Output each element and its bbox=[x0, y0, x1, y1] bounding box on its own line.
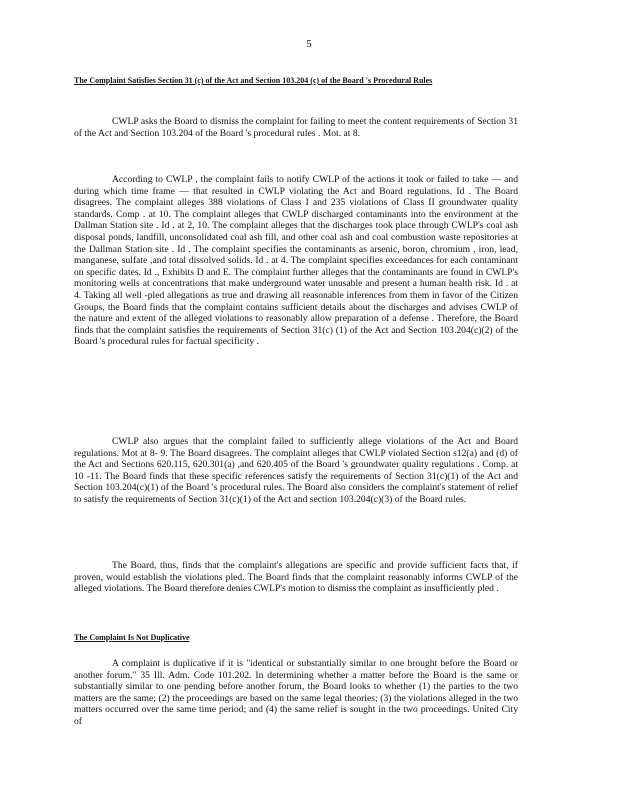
paragraph-factual-specificity: According to CWLP , the complaint fails to notify CWLP of the actions it took or failed to take — and during which time frame — that resulted in CWLP violating the Act and Board regulations. Id . The Board disagrees. The complaint alleges 388 violations of Class I and 235 violations of Class II groundwater quality standards. Comp . at 10. The complaint alleges that CWLP discharged contaminants into the environment at the Dallman Station site . Id . at 2, 10. The complaint alleges that the discharges took place through CWLP's coal ash disposal ponds, landfill, unconsolidated coal ash fill, and other coal ash and coal combustion waste repositories at the Dallman Station site . Id . The complaint specifies the contaminants as arsenic, boron, chromium , iron, lead, manganese, sulfate ,and total dissolved solids. Id . at 4. The complaint specifies exceedances for each contaminant on specific dates. Id ., Exhibits D and E. The complaint further alleges that the contaminants are found in CWLP's monitoring wells at concentrations that make underground water unusable and present a human health risk. Id . at 4. Taking all well -pled allegations as true and drawing all reasonable inferences from them in favor of the Citizen Groups, the Board finds that the complaint contains sufficient details about the discharges and advises CWLP of the nature and extent of the alleged violations to reasonably allow preparation of a defense . Therefore, the Board finds that the complaint satisfies the requirements of Section 31(c) (1) of the Act and Section 103.204(c)(2) of the Board 's procedural rules for factual specificity . bbox=[74, 174, 518, 348]
section-heading-not-duplicative: The Complaint Is Not Duplicative bbox=[74, 633, 190, 642]
paragraph-alleged-violations: CWLP also argues that the complaint failed to sufficiently allege violations of the Act and Board regulations. Mot at 8- 9. The Board disagrees. The complaint alleges that CWLP violated Section s12(a) and (d) of the Act and Sections 620.115, 620.301(a) ,and 620.405 of the Board 's groundwater quality regulations . Comp. at 10 -11. The Board finds that these specific references satisfy the requirements of Section 31(c)(1) of the Act and Section 103.204(c)(1) of the Board 's procedural rules. The Board also considers the complaint's statement of relief to satisfy the requirements of Section 31(c)(1) of the Act and section 103.204(c)(3) of the Board rules. bbox=[74, 436, 518, 505]
paragraph-conclusion: The Board, thus, finds that the complaint's allegations are specific and provide sufficient facts that, if proven, would establish the violations pled. The Board finds that the complaint reasonably informs CWLP of the alleged violations. The Board therefore denies CWLP's motion to dismiss the complaint as insufficiently pled . bbox=[74, 560, 518, 595]
paragraph-motion-summary: CWLP asks the Board to dismiss the complaint for failing to meet the content requirements of Section 31 of the Act and Section 103.204 of the Board 's procedural rules . Mot. at 8. bbox=[74, 116, 518, 139]
section-heading-satisfies: The Complaint Satisfies Section 31 (c) of the Act and Section 103.204 (c) of the Board 's Procedural Rules bbox=[74, 76, 433, 85]
paragraph-duplicative-standard: A complaint is duplicative if it is "identical or substantially similar to one brought before the Board or another forum." 35 Ill. Adm. Code 101.202. In determining whether a matter before the Board is the same or substantially similar to one pending before another forum, the Board looks to whether (1) the parties to the two matters are the same; (2) the proceedings are based on the same legal theories; (3) the violations alleged in the two matters occurred over the same time period; and (4) the same relief is sought in the two proceedings. United City of bbox=[74, 658, 518, 727]
page-number: 5 bbox=[306, 38, 312, 50]
